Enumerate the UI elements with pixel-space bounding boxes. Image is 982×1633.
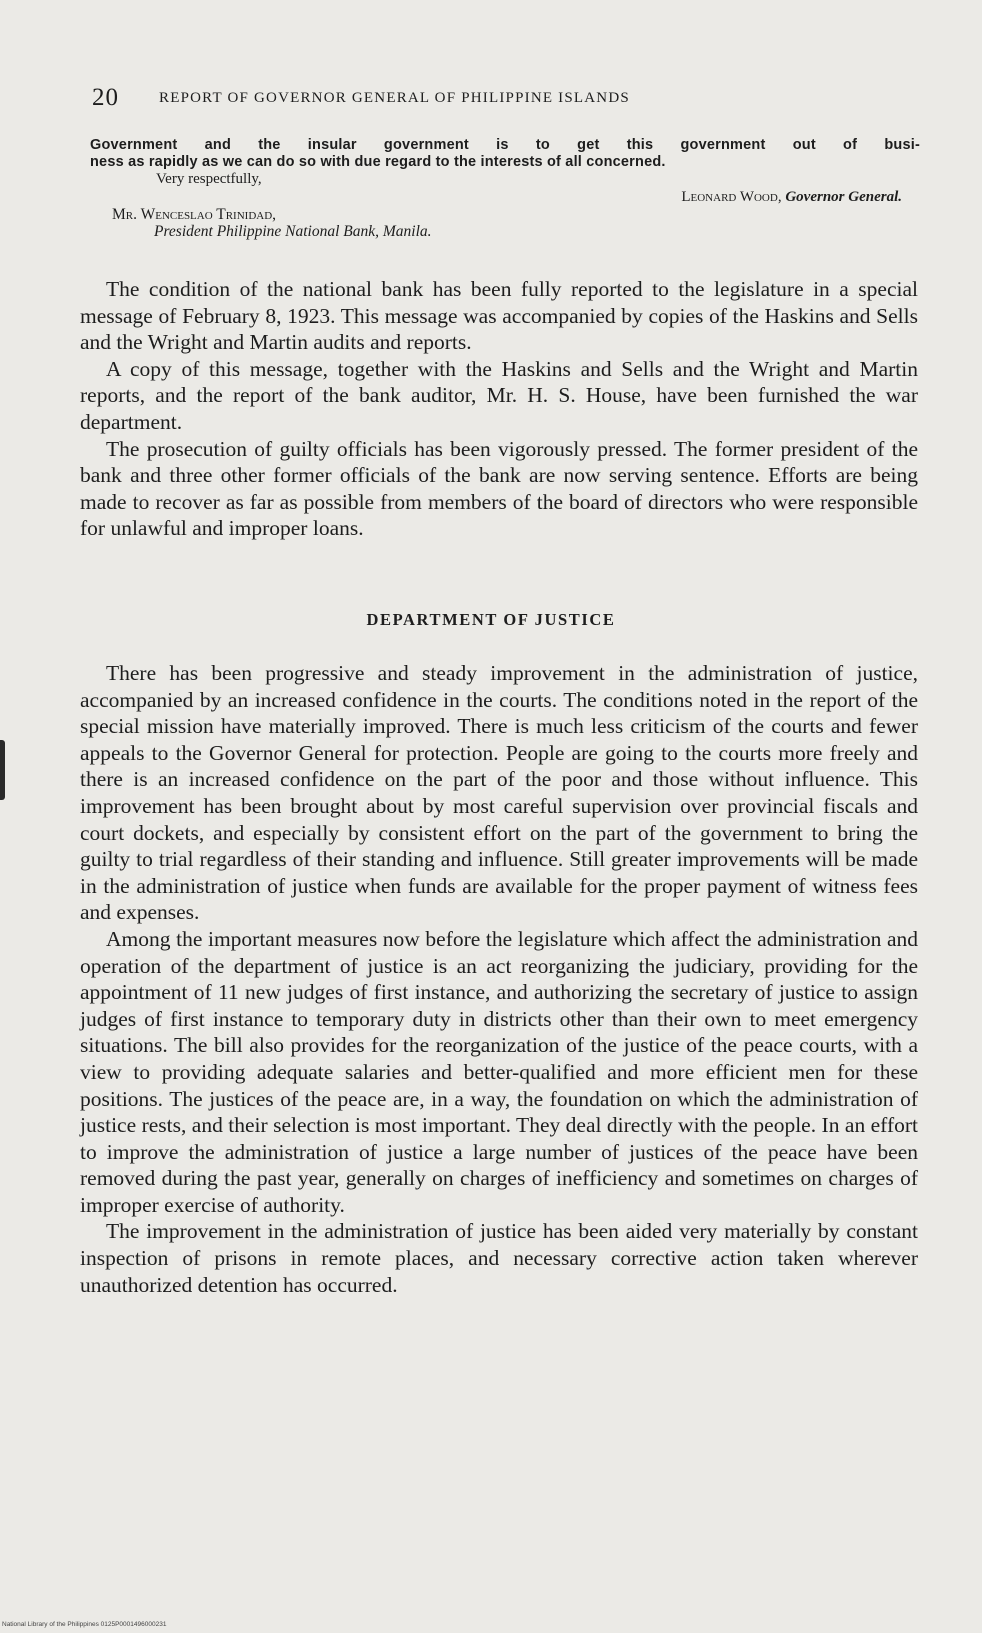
binding-shadow (0, 740, 5, 800)
page-number: 20 (92, 84, 119, 111)
paragraph: The improvement in the administration of justice has been aided very materially by constant inspection of prisons in remote places, and necessary corrective action taken wherever unauthorized detention has occurred. (80, 1219, 918, 1297)
letter-excerpt (90, 137, 920, 240)
letter-addressee: Mr. Wenceslao Trinidad, (112, 206, 277, 223)
justice-section (80, 660, 918, 1298)
paragraph: Among the important measures now before the legislature which affect the administration and operation of the department of justice is an act reorganizing the judiciary, providing for the appointment of 11 new judges of first instance, and authorizing the secretary of justice to assign judges of first instance to temporary duty in districts other than their own to meet emergency situations. The bill also provides for the reorganization of the justice of the peace courts, with a view to providing adequate salaries and better-qualified and more efficient men for these positions. The justices of the peace are, in a way, the foundation on which the administration of justice rests, and their selection is most important. They deal directly with the people. In an effort to improve the administration of justice a large number of justices of the peace have been removed during the past year, generally on charges of inefficiency and sometimes on charges of improper exercise of authority. (80, 926, 918, 1217)
running-head: REPORT OF GOVERNOR GENERAL OF PHILIPPINE ISLANDS (159, 90, 630, 106)
paragraph: A copy of this message, together with the Haskins and Sells and the Wright and Martin reports, and the report of the bank auditor, Mr. H. S. House, have been furnished the war department. (80, 356, 918, 434)
letter-closing: Very respectfully, (156, 171, 262, 187)
letter-line-2: ness as rapidly as we can do so with due regard to the interests of all concerned. (90, 154, 666, 170)
signature-name: Leonard Wood, (681, 189, 782, 205)
paragraph: The prosecution of guilty officials has been vigorously pressed. The former president of the bank and three other former officials of the bank are now serving sentence. Efforts are being made to recover as far as possible from members of the board of directors who were responsible for unlawful and improper loans. (80, 436, 918, 541)
paragraph: There has been progressive and steady improvement in the administration of justice, accompanied by an increased confidence in the courts. The conditions noted in the report of the special mission have materially improved. There is much less criticism of the courts and fewer appeals to the Governor General for protection. People are going to the courts more freely and there is an increased confidence on the part of the poor and those without influence. This improvement has been brought about by most careful supervision over provincial fiscals and court dockets, and especially by consistent effort on the part of the government to bring the guilty to trial regardless of their standing and influence. Still greater improvements will be made in the administration of justice when funds are available for the proper payment of witness fees and expenses. (80, 661, 918, 925)
page-header (92, 84, 892, 112)
scan-footer-note: National Library of the Philippines 0125P0001496000231 (2, 1621, 167, 1628)
letter-line-1: Government and the insular government is to get this government out of busi- (90, 137, 920, 153)
paragraph: The condition of the national bank has been fully reported to the legislature in a special message of February 8, 1923. This message was accompanied by copies of the Haskins and Sells and the Wright and Martin audits and reports. (80, 277, 918, 355)
letter-signature (90, 189, 902, 206)
letter-addressee-title: President Philippine National Bank, Manila. (154, 223, 432, 240)
section-heading: DEPARTMENT OF JUSTICE (366, 610, 616, 629)
bank-section (80, 276, 918, 542)
signature-title: Governor General. (785, 189, 902, 205)
